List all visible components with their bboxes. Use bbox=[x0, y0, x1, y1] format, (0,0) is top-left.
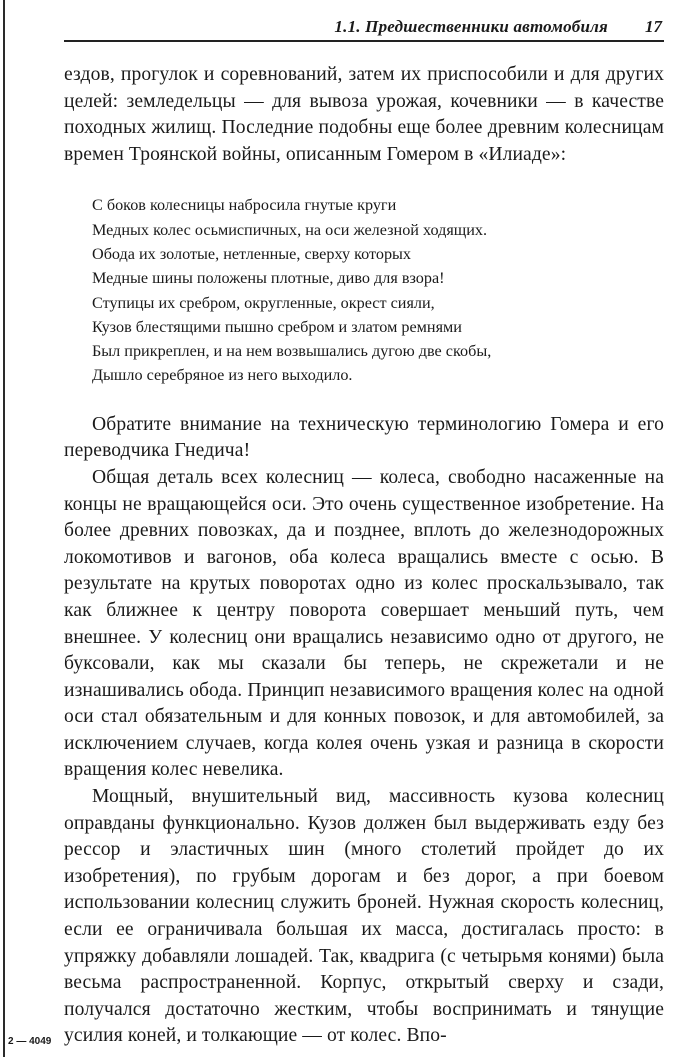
paragraph-intro: ездов, прогулок и соревнований, затем их приспособили и для других целей: земледельцы — для вывоза урожая, кочевники — в качестве походных жилищ. Последние подобны еще более древним колесницам времен Троянской войны, описанным Гомером в «Илиаде»: bbox=[64, 64, 664, 165]
running-header bbox=[64, 14, 664, 42]
paragraph-wheels: Общая деталь всех колесниц — колеса, свободно насаженные на концы не вращающейся оси. Это очень существенное изобретение. На более древних повозках, да и позднее, вплоть до железнодорожных локомотивов и вагонов, оба колеса вращались вместе с осью. В результате на крутых поворотах одно из колес проскальзывало, так как ближнее к центру поворота совершает меньший путь, чем внешнее. У колесниц они вращались независимо одно от другого, не буксовали, как мы сказали бы теперь, не скрежетали и не изнашивались обода. Принцип независимого вращения колес на одной оси стал обязательным и для конных повозок, и для автомобилей, за исключением случаев, когда колея очень узкая и разница в скорости вращения колес невелика. bbox=[64, 466, 664, 781]
poem-line: Медные шины положены плотные, диво для взора! bbox=[92, 269, 445, 288]
poem-line: Был прикреплен, и на нем возвышались дугою две скобы, bbox=[92, 342, 492, 361]
poem-line: С боков колесницы набросила гнутые круги bbox=[92, 196, 397, 215]
poem-quote bbox=[92, 193, 664, 387]
poem-line: Дышло серебряное из него выходило. bbox=[92, 366, 353, 385]
printer-signature: 2 — 4049 bbox=[8, 1036, 52, 1047]
paragraph-attention: Обратите внимание на техническую терминологию Гомера и его переводчика Гнедича! bbox=[64, 413, 664, 462]
poem-line: Кузов блестящими пышно сребром и златом ремнями bbox=[92, 317, 462, 336]
poem-line: Обода их золотые, нетленные, сверху которых bbox=[92, 244, 412, 263]
running-title: 1.1. Предшественники автомобиля bbox=[334, 17, 608, 36]
page-left-edge bbox=[3, 0, 5, 1057]
paragraph-body: Мощный, внушительный вид, массивность кузова колесниц оправданы функционально. Кузов должен был выдерживать езду без рессор и эластичных шин (много столетий пройдет до их изобретения), по грубым дорогам и без дорог, а при боевом использовании колесниц служить броней. Нужная скорость колесниц, если ее ограничивала большая их масса, достигалась просто: в упряжку добавляли лошадей. Так, квадрига (с четырьмя конями) была весьма распространенной. Корпус, открытый сверху и сзади, получался достаточно жестким, чтобы воспринимать и тянущие усилия коней, и толкающие — от колес. Впо- bbox=[64, 786, 664, 1047]
page-number: 17 bbox=[645, 17, 662, 36]
poem-line: Медных колес осьмиспичных, на оси железной ходящих. bbox=[92, 220, 488, 239]
page-body bbox=[64, 62, 664, 1050]
poem-line: Ступицы их сребром, округленные, окрест сияли, bbox=[92, 293, 435, 312]
